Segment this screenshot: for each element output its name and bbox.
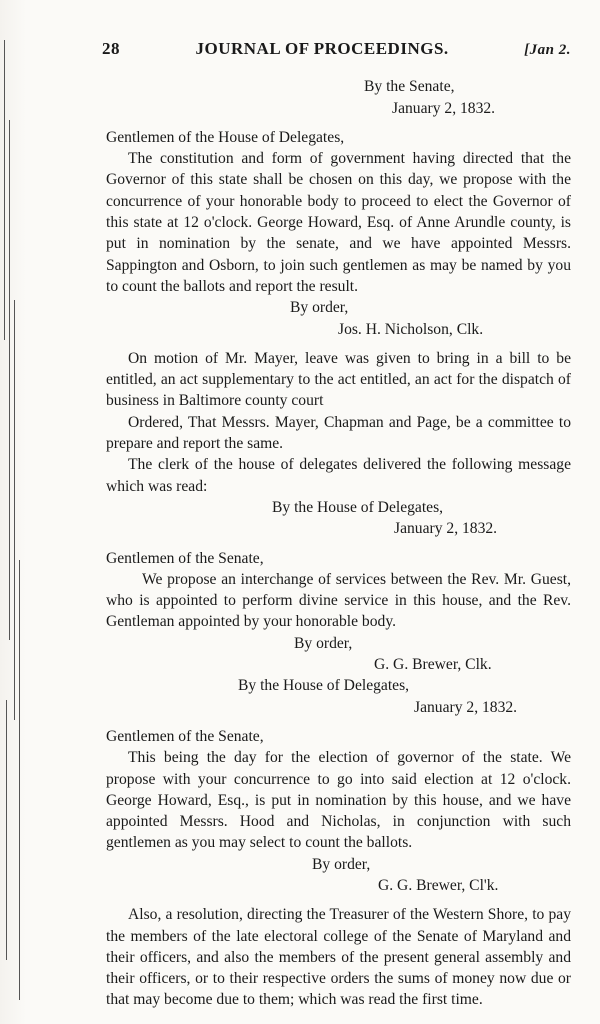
- senate-from: By the Senate,: [364, 78, 455, 96]
- by-order: By order,: [294, 634, 353, 652]
- salutation: Gentlemen of the Senate,: [106, 549, 264, 567]
- paragraph: We propose an interchange of services between the Rev. Mr. Guest, who is appointed to perform divine service in this house, and the Rev. Gentleman appointed by your honorable body.: [106, 570, 571, 631]
- by-order: By order,: [290, 299, 349, 317]
- salutation: Gentlemen of the Senate,: [106, 727, 264, 745]
- house-from: By the House of Delegates,: [272, 498, 444, 516]
- by-order: By order,: [312, 855, 371, 873]
- paragraph: Also, a resolution, directing the Treasurer of the Western Shore, to pay the members of the late electoral college of the Senate of Maryland and their officers, and also the members of the present general assembly and their officers, or to their respective orders the sums of money now due or that may become due to them; which was read the first time.: [106, 906, 571, 1009]
- paragraph: The clerk of the house of delegates delivered the following message which was read:: [106, 456, 571, 495]
- paragraph: This being the day for the election of governor of the state. We propose with your concurrence to go into said election at 12 o'clock. George Howard, Esq., is put in nomination by this house, and we have appointed Messrs. Hood and Nicholas, in conjunction with such gentlemen as you may select to count the ballots.: [106, 749, 571, 852]
- journal-page: [102, 38, 571, 1011]
- page-header: [102, 38, 571, 61]
- paragraph: Ordered, That Messrs. Mayer, Chapman and Page, be a committee to prepare and report the same.: [106, 413, 571, 453]
- paragraph: The constitution and form of government having directed that the Governor of this state shall be chosen on this day, we propose with the concurrence of your honorable body to proceed to elect the Governor of this state at 12 o'clock. George Howard, Esq. of Anne Arundle county, is put in nomination by the senate, and we have appointed Messrs. Sappington and Osborn, to join such gentlemen as may be named by you to count the ballots and report the result.: [106, 150, 571, 295]
- signature: G. G. Brewer, Clk.: [374, 656, 492, 674]
- house-date: January 2, 1832.: [414, 698, 518, 716]
- house-from: By the House of Delegates,: [238, 677, 410, 695]
- house-date: January 2, 1832.: [394, 520, 498, 538]
- signature: G. G. Brewer, Cl'k.: [378, 876, 499, 894]
- page-number: 28: [102, 39, 120, 58]
- salutation: Gentlemen of the House of Delegates,: [106, 128, 345, 146]
- page-date: [Jan 2.: [524, 42, 571, 58]
- senate-date: January 2, 1832.: [392, 99, 496, 117]
- page-binding-edge: [0, 0, 26, 1024]
- paragraph: On motion of Mr. Mayer, leave was given to bring in a bill to be entitled, an act supplementary to the act entitled, an act for the dispatch of business in Baltimore county court: [106, 349, 571, 410]
- page-title: JOURNAL OF PROCEEDINGS.: [195, 39, 449, 58]
- signature: Jos. H. Nicholson, Clk.: [338, 320, 484, 338]
